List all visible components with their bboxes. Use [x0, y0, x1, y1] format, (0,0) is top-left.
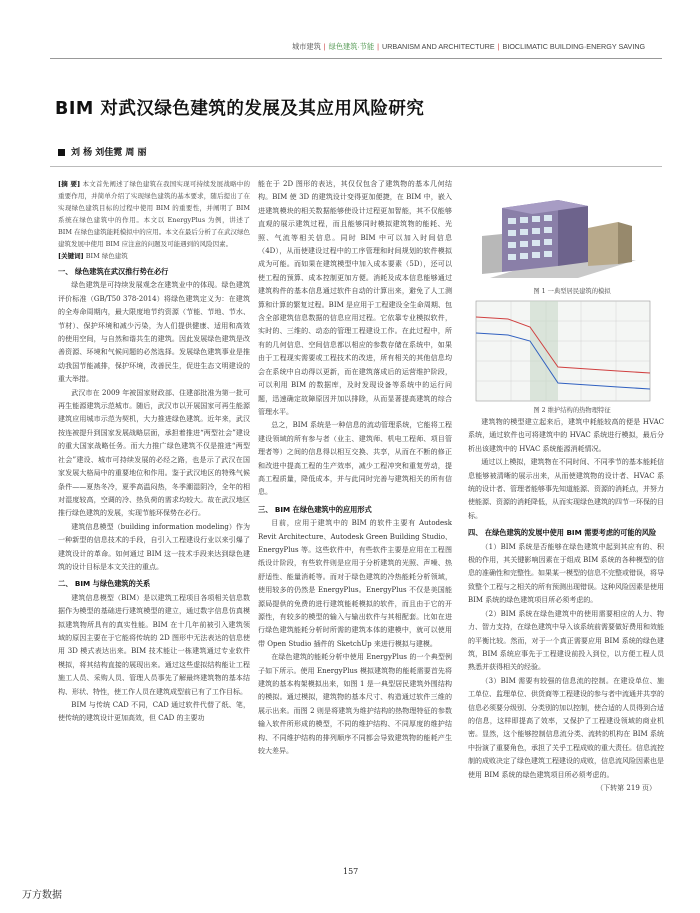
- abstract: [58, 178, 250, 250]
- header-separator: |: [323, 42, 326, 51]
- paragraph: 总之，BIM 系统是一种信息的流动管理系统，它能将工程建设领域的所有参与者（业主、建筑师、机电工程师、项目管理者等）之间的信息得以相互交换、共享，从而在不断的修正和改进中提高工程的生产效率，减少工程冲突和重复劳动，提高工程质量，降低成本，并与此同时完善与建筑相关的所有信息。: [258, 421, 452, 497]
- thermal-chart: [468, 297, 658, 406]
- subsection-en: BIOCLIMATIC BUILDING·ENERGY SAVING: [502, 42, 646, 51]
- figure-2: [468, 297, 658, 406]
- building-model-image: [468, 178, 658, 287]
- paragraph: BIM 与传统 CAD 不同，CAD 通过软件代替了纸、笔，使传统的建筑设计更加高效，但 CAD 的主要功: [58, 701, 250, 723]
- section-heading: 四、 在绿色建筑的发展中使用 BIM 需要考虑的可能的风险: [468, 528, 657, 538]
- footer-brand: 万方数据: [22, 890, 62, 901]
- bullet-square-icon: [58, 149, 65, 156]
- figure-1: [468, 178, 658, 287]
- header-rule: [50, 58, 662, 59]
- article-title: BIM 对武汉绿色建筑的发展及其应用风险研究: [55, 99, 425, 119]
- header-separator: |: [497, 42, 500, 51]
- authors: 刘 杨 刘佳霓 周 丽: [71, 148, 147, 158]
- section-heading: 二、 BIM 与绿色建筑的关系: [58, 579, 151, 589]
- paragraph: 建筑信息模型（BIM）是以建筑工程项目各项相关信息数据作为模型的基础进行建筑模型的建立，通过数字信息仿真模拟建筑物所具有的真实性能。BIM 在十几年前被引入建筑领域的原因主要在于它能将传统的 2D 图形中无法表达的信息使用 3D 模式表达出来。BIM 技术能让一栋建筑通过专业软件模拟，将其结构直接的展现出来。通过这些虚拟结构能让工程施工人员、采购人员、管理人员事先了解最终建筑物的基本结构、形状、特性，使工作人员在建筑成型前已有了工作目标。: [58, 593, 250, 696]
- keywords: [58, 250, 250, 262]
- paragraph: 建筑信息模型（building information modeling）作为一种新型的信息技术的手段，自引入工程建设行业以来引爆了建筑设计的革命。如何通过 BIM 这一技术手段来达到绿色建筑的设计目标是本文关注的重点。: [58, 522, 250, 571]
- column-2: [258, 178, 452, 758]
- keywords-text: BIM 绿色建筑: [85, 252, 128, 260]
- header-separator: |: [377, 42, 380, 51]
- page-number: 157: [343, 867, 359, 876]
- section-heading: 三、 BIM 在绿色建筑中的应用形式: [258, 504, 372, 514]
- keywords-label: [关键词]: [58, 252, 84, 260]
- paragraph: 能在于 2D 图形的表达，其仅仅包含了建筑物的基本几何结构。BIM 使 3D 的建筑设计变得更加便捷，在 BIM 中，嵌入进建筑模块的相关数据能够使设计过程更加智能，其不仅能够直观的展示建筑过程，而且能够同时模拟建筑物的能耗、光照、气流等相关信息。同时 BIM 中可以加入时间信息（4D），从而使建设过程中的工序管理和时间规划的软件模拟成为可能。而如果在建筑模型中加入成本要素（5D），还可以使工程的预算、成本控制更加方便。消耗及成本信息能够通过建筑构件的基本信息通过软件自动的计算出来，避免了人工测算和计算的繁复过程。BIM 是应用于工程建设全生命周期、包含全部建筑信息数据的信息应用过程。它依靠专业模拟软件，实时的、三维的、动态的管理工程建设工作。在此过程中，所有的几何信息、空间信息都以相应的参数存储在系统中，如果由于工程现实需要或工程技术的改进，所有相关的其他信息均会在系统中自动得以更新，而在建筑落成后的运营维护阶段，可以利用 BIM 的数据库，及时发现设备等系统中的运行问题，迅速确定故障原因并加以排除，从而显著提高建筑的综合管理水平。: [258, 180, 452, 416]
- paragraph: 通过以上模拟，建筑物在不同时间、不同季节的基本能耗信息能够被清晰的展示出来，从而使建筑物的设计者、HVAC 系统的设计者、管理者能够事先知道能源、资源的消耗点，并努力使能源、资源的消耗降低，从而实现绿色建筑的四节一环保的目标。: [468, 458, 664, 520]
- section-heading: 一、 绿色建筑在武汉推行势在必行: [58, 267, 169, 276]
- abstract-text: 本文首先阐述了绿色建筑在我国实现可持续发展战略中的重要作用，并简单介绍了实现绿色建筑的基本要求，随后提出了在实现绿色建筑目标的过程中使用 BIM 的重要性，并阐明了 BIM 系统在绿色建筑中的作用。本文以 EnergyPlus 为例，讲述了 BIM 在绿色建筑能耗模拟中的应用。本文在最后分析了在武汉绿色建筑发展中使用 BIM 应注意的问题及可能遇到的风险因素。: [58, 180, 250, 248]
- section-en: URBANISM AND ARCHITECTURE: [382, 42, 495, 51]
- paragraph: 绿色建筑是可持续发展观念在建筑业中的体现。绿色建筑评价标准（GB/T50 378-2014）将绿色建筑定义为：在建筑的全寿命周期内，最大限度地节约资源（节能、节地、节水、节材）、保护环境和减少污染，为人们提供健康、适用和高效的使用空间，与自然和谐共生的建筑。因此发展绿色建筑是改善资源、环境和气候问题的必然选择。发展绿色建筑事业是推动我国节能减排，保护环境，改善民生，促进生态文明建设的重大举措。: [58, 281, 250, 384]
- paragraph: 武汉市在 2009 年被国家财政部、住建部批准为第一批可再生能源建筑示范城市。随后，武汉市以开展国家可再生能源建筑应用城市示范为契机，大力推进绿色建筑。近年来，武汉按连被提升到国家发展战略层面，承担着推进“两型社会”建设的重大国家战略任务。而大力推广绿色建筑不仅是推进“两型社会”建设、城市可持续发展的必经之路，也是示了武汉在国家发展大格局中的重要地位和作用。鉴于武汉地区的特殊气候条件——夏热冬冷，夏季高温闷热，冬季潮湿阴冷，全年的相对湿度较高，空调的冷、热负荷的需求均较大。故在武汉地区推行绿色建筑的发展，实现节能环保势在必行。: [58, 388, 250, 518]
- figure-1-caption: 图 1 一典型居民建筑的模拟: [533, 288, 611, 295]
- author-line: [58, 145, 147, 158]
- paragraph: 目前，应用于建筑中的 BIM 的软件主要有 Autodesk Revit Architecture、Autodesk Green Building Studio、EnergyPlus 等。这些软件中，有些软件主要是应用在工程图纸设计阶段，有些软件则是应用于分析建筑的光照、声噪、热舒适性、能量消耗等。而对于绿色建筑的冷热能耗分析领域，使用较多的仍然是 EnergyPlus。EnergyPlus 不仅是美国能源局提供的免费的进行建筑能耗模拟的软件，而且由于它的开源性，有较多的模型的输入与输出软件与其相配套。比如在进行绿色建筑能耗分析时所需的建筑本体的建模中，就可以使用带 Open Studio 插件的 SketchUp 来进行模拟与建模。: [258, 519, 452, 648]
- paragraph: （1）BIM 系统是否能够在绿色建筑中起到其应有的、积极的作用，其关键影响因素在于组成 BIM 系统的各种模型的信息的准确性和完整性。如果某一模型的信息不完整或错误，将导致整个工程与之相关的所有预测出现错误。这种风险因素是使用 BIM 系统的绿色建筑项目所必须考虑的。: [468, 542, 664, 605]
- journal-header: [292, 42, 672, 54]
- continued-note: （下转第 219 页）: [596, 783, 656, 792]
- paragraph: （2）BIM 系统在绿色建筑中的使用需要相应的人力、物力、智力支持，在绿色建筑中导入该系统前需要做好费用和效能的平衡比较。然而，对于一个真正需要应用 BIM 系统的绿色建筑，BIM 系统应事先于工程建设前投入到位，以方便工程人员熟悉并获得相关的经验。: [468, 609, 664, 672]
- paragraph: 在绿色建筑的能耗分析中使用 EnergyPlus 的一个典型例子如下所示。使用 EnergyPlus 模拟建筑物的能耗需要首先将建筑的基本构架模拟出来，如图 1 是一典型居民建筑外围结构的模拟。通过模拟，建筑物的基本尺寸、构造通过软件三维的展示出来。而图 2 则是将建筑为维护结构的热物理特征的参数输入软件所形成的模型，不同的维护结构、不同厚度的维护结构、不同维护结构的排列顺序不同都会导致建筑物的能耗产生较大差异。: [258, 653, 452, 756]
- figure-2-caption: 图 2 维护结构的热物理特征: [533, 407, 611, 414]
- paragraph: 建筑物的模型建立起来后，建筑中耗能较高的便是 HVAC 系统，通过软件也可将建筑中的 HVAC 系统进行模拟，最后分析出该建筑中的 HVAC 系统能源消耗情况。: [468, 418, 664, 453]
- section-zh: 城市建筑: [292, 42, 321, 51]
- column-1: [58, 178, 250, 726]
- subsection-zh: 绿色建筑·节能: [328, 42, 375, 51]
- title-rule: [50, 166, 662, 167]
- column-3: [468, 178, 664, 795]
- paragraph: （3）BIM 需要有较强的信息流的控制。在建设单位、施工单位、监理单位、供货商等工程建设的参与者中流通并共享的信息必须要分级别、分类别的加以控制，使合适的人员得到合适的信息，这样即提高了效率，又保护了工程建设领域的商业机密。显然，这个能够控制信息流分类、流转的机构在 BIM 系统中扮演了重要角色，承担了关乎工程成败的重大责任。信息流控制的成败决定了绿色建筑工程建设的成败，信息流风险因素也是使用 BIM 系统的绿色建筑项目所必须考虑的。: [468, 676, 664, 779]
- abstract-label: [摘 要]: [58, 180, 81, 188]
